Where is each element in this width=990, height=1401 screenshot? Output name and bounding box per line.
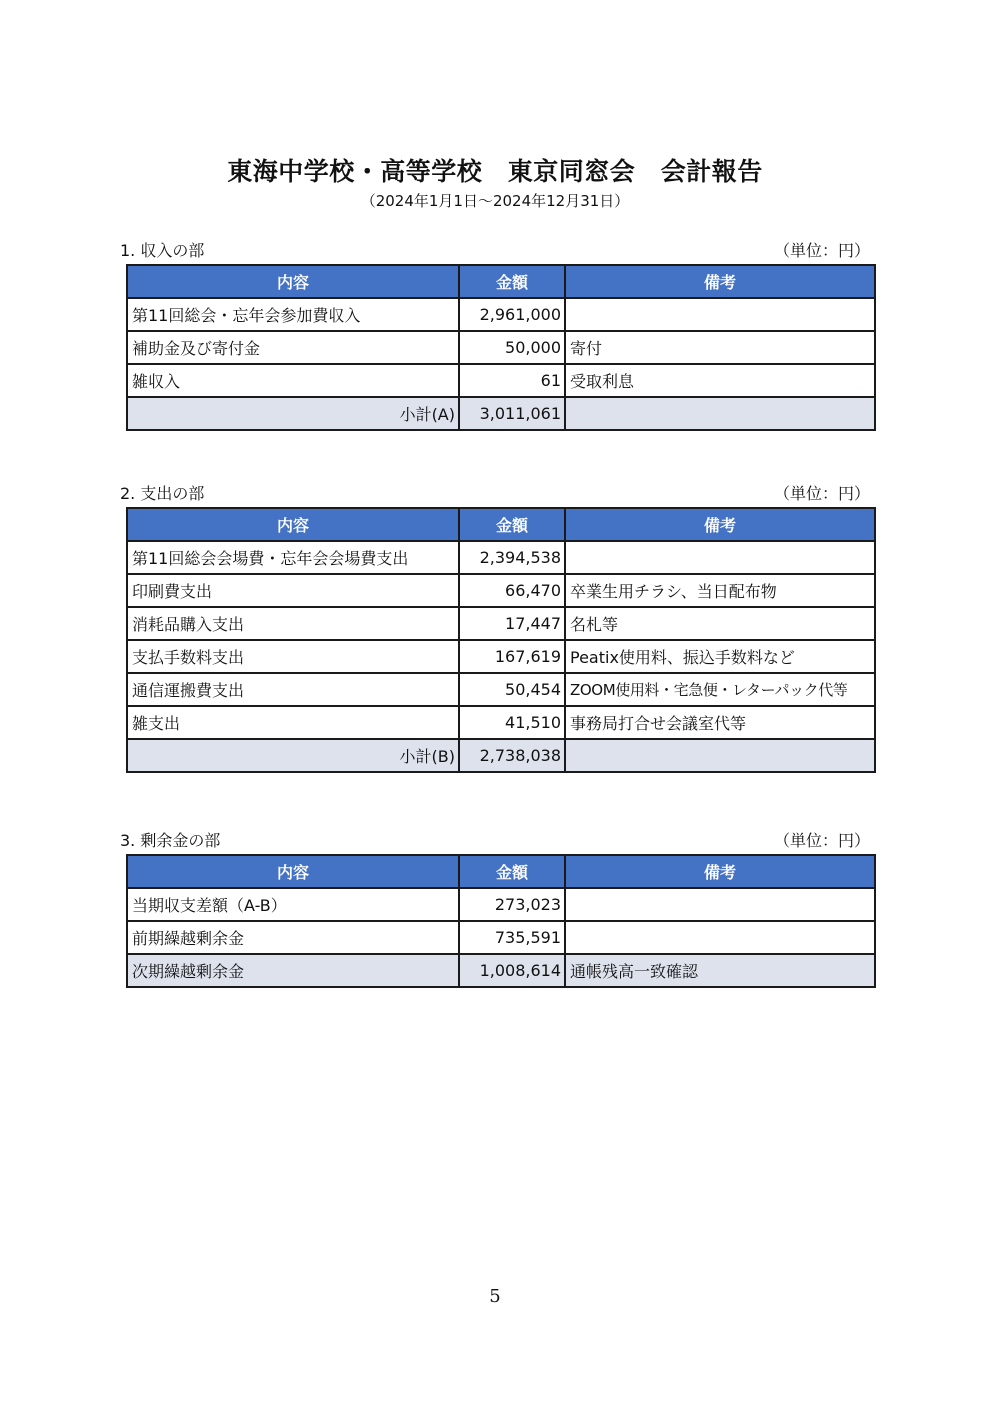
page-number: 5	[489, 1286, 501, 1307]
subtotal-amount: 3,011,061	[459, 397, 565, 430]
report-title: 東海中学校・高等学校 東京同窓会 会計報告	[227, 157, 763, 186]
row-amount: 735,591	[459, 921, 565, 954]
table-row	[127, 298, 875, 331]
subtotal-amount: 2,738,038	[459, 739, 565, 772]
row-amount: 17,447	[459, 607, 565, 640]
row-note: 受取利息	[565, 364, 875, 397]
surplus-section-title: 3. 剰余金の部	[120, 831, 221, 850]
subtotal-label: 小計(A)	[127, 397, 459, 430]
expense-unit-label: （単位：円）	[773, 484, 870, 503]
surplus-unit-label: （単位：円）	[773, 831, 870, 850]
expense-table	[126, 507, 876, 773]
income-section	[118, 238, 874, 424]
report-period: （2024年1月1日～2024年12月31日）	[360, 192, 630, 210]
table-header-row	[127, 265, 875, 298]
table-row	[127, 673, 875, 706]
row-note	[565, 541, 875, 574]
table-row	[127, 541, 875, 574]
row-amount: 273,023	[459, 888, 565, 921]
col-header-amount: 金額	[459, 265, 565, 298]
row-content: 印刷費支出	[127, 574, 459, 607]
col-header-content: 内容	[127, 265, 459, 298]
subtotal-note	[565, 739, 875, 772]
table-row	[127, 574, 875, 607]
table-row	[127, 706, 875, 739]
subtotal-note	[565, 397, 875, 430]
table-row	[127, 364, 875, 397]
carryover-label: 次期繰越剰余金	[127, 954, 459, 987]
col-header-note: 備考	[565, 855, 875, 888]
carryover-note: 通帳残高一致確認	[565, 954, 875, 987]
income-section-title: 1. 収入の部	[120, 241, 205, 260]
row-amount: 50,454	[459, 673, 565, 706]
row-content: 雑支出	[127, 706, 459, 739]
table-row	[127, 888, 875, 921]
carryover-amount: 1,008,614	[459, 954, 565, 987]
expense-section	[118, 481, 874, 766]
table-row	[127, 607, 875, 640]
row-content: 第11回総会・忘年会参加費収入	[127, 298, 459, 331]
row-note: 事務局打合せ会議室代等	[565, 706, 875, 739]
col-header-content: 内容	[127, 855, 459, 888]
row-note	[565, 888, 875, 921]
subtotal-label: 小計(B)	[127, 739, 459, 772]
row-content: 第11回総会会場費・忘年会会場費支出	[127, 541, 459, 574]
col-header-note: 備考	[565, 508, 875, 541]
row-amount: 61	[459, 364, 565, 397]
surplus-section	[118, 828, 874, 981]
expense-section-title: 2. 支出の部	[120, 484, 205, 503]
row-content: 支払手数料支出	[127, 640, 459, 673]
col-header-amount: 金額	[459, 508, 565, 541]
subtotal-row	[127, 397, 875, 430]
subtotal-row	[127, 739, 875, 772]
table-row	[127, 331, 875, 364]
row-content: 雑収入	[127, 364, 459, 397]
col-header-content: 内容	[127, 508, 459, 541]
row-amount: 167,619	[459, 640, 565, 673]
row-note: 卒業生用チラシ、当日配布物	[565, 574, 875, 607]
row-note: 寄付	[565, 331, 875, 364]
table-row	[127, 640, 875, 673]
income-unit-label: （単位：円）	[773, 241, 870, 260]
row-content: 補助金及び寄付金	[127, 331, 459, 364]
row-content: 前期繰越剰余金	[127, 921, 459, 954]
row-note	[565, 921, 875, 954]
col-header-note: 備考	[565, 265, 875, 298]
row-amount: 2,394,538	[459, 541, 565, 574]
income-table	[126, 264, 876, 431]
table-header-row	[127, 855, 875, 888]
col-header-amount: 金額	[459, 855, 565, 888]
row-content: 当期収支差額（A-B）	[127, 888, 459, 921]
row-note: 名札等	[565, 607, 875, 640]
row-note	[565, 298, 875, 331]
row-amount: 66,470	[459, 574, 565, 607]
surplus-table	[126, 854, 876, 988]
row-amount: 41,510	[459, 706, 565, 739]
table-header-row	[127, 508, 875, 541]
row-note: Peatix使用料、振込手数料など	[565, 640, 875, 673]
row-amount: 2,961,000	[459, 298, 565, 331]
row-amount: 50,000	[459, 331, 565, 364]
row-note: ZOOM使用料・宅急便・レターパック代等	[565, 673, 875, 706]
row-content: 通信運搬費支出	[127, 673, 459, 706]
row-content: 消耗品購入支出	[127, 607, 459, 640]
carryover-row	[127, 954, 875, 987]
table-row	[127, 921, 875, 954]
